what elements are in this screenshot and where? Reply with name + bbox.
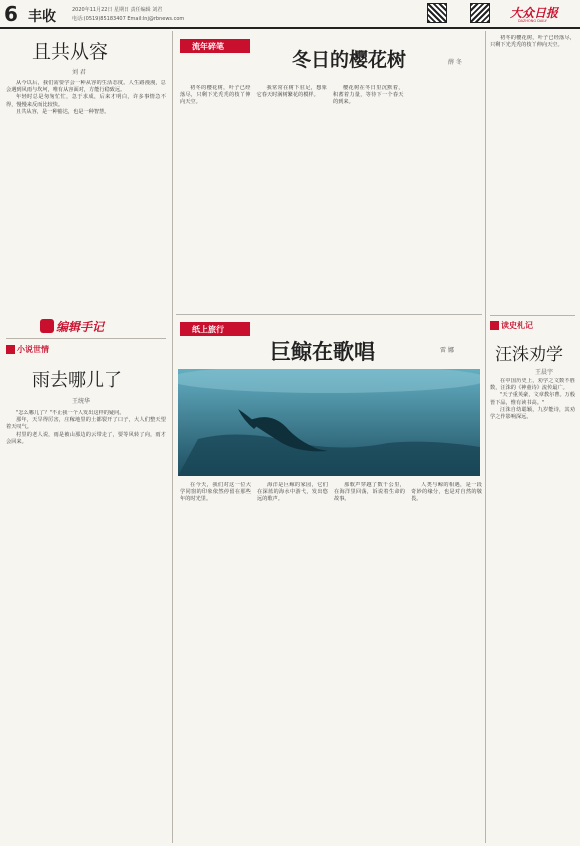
paragraph: 村里的老人说，雨是被山那边的云带走了，要等风转了向，雨才会回来。 (6, 431, 166, 445)
paragraph: 在中国历史上，劝学之文数不胜数，汪洙的《神童诗》流传最广。 (490, 378, 575, 392)
tag-marker (490, 321, 499, 330)
col3-author: 王晨宇 (535, 369, 554, 376)
col2-author: 薛 冬 (448, 59, 462, 66)
whale-tail-image (178, 369, 480, 476)
col3-body (490, 378, 575, 838)
date-line: 2020年11月22日 星期日 责任编辑 刘君 (72, 7, 163, 13)
paragraph: 海洋是巨鲸的家园，它们在深蓝的海水中游弋，发出悠远的歌声。 (257, 482, 328, 503)
qr-code-icon (470, 3, 490, 23)
paragraph: 人类与鲸的相遇，是一段奇妙的缘分，也是对自然的敬畏。 (411, 482, 482, 503)
page-header (0, 0, 580, 27)
paragraph: 那歌声穿越了数千公里，在海洋里回荡，诉说着生命的故事。 (334, 482, 405, 503)
col1-body (6, 80, 166, 325)
page-number: 6 (4, 2, 18, 26)
col1-author: 刘 君 (72, 69, 86, 76)
col2-section-tag (180, 39, 250, 53)
paragraph: "怎么哪儿了？"不止我一个人发出这样的疑问。 (16, 410, 125, 416)
col1b-author: 王统华 (72, 398, 91, 405)
brush-icon (40, 319, 54, 333)
section-label: 读史札记 (501, 321, 533, 330)
col1b-section-tag (6, 344, 66, 356)
paragraph: 樱花树在冬日里沉默着，积蓄着力量，等待下一个春天的到来。 (333, 85, 404, 106)
section-label: 纸上旅行 (192, 325, 224, 334)
qr-code-icon (427, 3, 447, 23)
whale-author: 雷 娜 (440, 347, 454, 354)
paragraph: 在今天，我们对这一位大学同窗的印象依然停留在那些年的时光里。 (180, 482, 251, 503)
col2-title: 冬日的樱花树 (292, 49, 407, 71)
editor-note-tag (40, 317, 130, 335)
paragraph: 且共从容，是一种豁达，也是一种智慧。 (16, 108, 110, 115)
paragraph: "天子重英豪，文章教尔曹。万般皆下品，惟有读书高。" (490, 392, 575, 406)
paragraph: 初冬的樱花树，叶子已经落尽，只剩下光秃秃的枝丫伸向天空。 (180, 85, 251, 106)
col1b-title: 雨去哪儿了 (32, 370, 122, 391)
paragraph: 年轻时总是匆匆忙忙，急于求成，后来才明白，许多事情急不得，慢慢来反而比较快。 (6, 94, 166, 108)
section-label: 小说世情 (17, 345, 49, 354)
whale-photo (178, 369, 480, 476)
whale-section-tag (180, 322, 250, 336)
col3-title: 汪洙劝学 (495, 345, 563, 365)
col2-body (180, 85, 480, 310)
col1-title: 且共从容 (32, 41, 109, 63)
contact-line: 电话:(0519)85183407 Email:lnj@rbnews.com (72, 16, 185, 22)
masthead-logo: 大众日报 (510, 6, 559, 20)
section-name: 丰收 (28, 9, 56, 25)
paragraph: 我常常在树下驻足，想象它春天时满树繁花的模样。 (256, 85, 327, 99)
col3-body-top (490, 35, 575, 265)
paragraph: 汪洙自幼聪颖，九岁能诗，其劝学之作影响深远。 (490, 406, 575, 421)
whale-body (180, 482, 482, 842)
col1b-body (6, 410, 166, 840)
editor-note-label: 编辑手记 (56, 320, 105, 334)
masthead-sub: DAZHONG DAILY (518, 19, 547, 23)
tag-marker (6, 345, 15, 354)
paragraph: 初冬的樱花树，叶子已经落尽，只剩下光秃秃的枝丫伸向天空。 (490, 35, 575, 49)
whale-title: 巨鲸在歌唱 (270, 339, 375, 364)
paragraph: 那年，天旱得厉害，庄稼地里的土都裂开了口子，大人们整天望着天叹气。 (6, 417, 166, 431)
paragraph: 从今以后，我们需要学会一种从容的生活态度。人生路漫漫，总会遇到风雨与坎坷，唯有从容面对，方能行稳致远。 (6, 80, 166, 94)
section-label: 流年碎笔 (192, 42, 224, 51)
col3-section-tag (490, 320, 560, 332)
